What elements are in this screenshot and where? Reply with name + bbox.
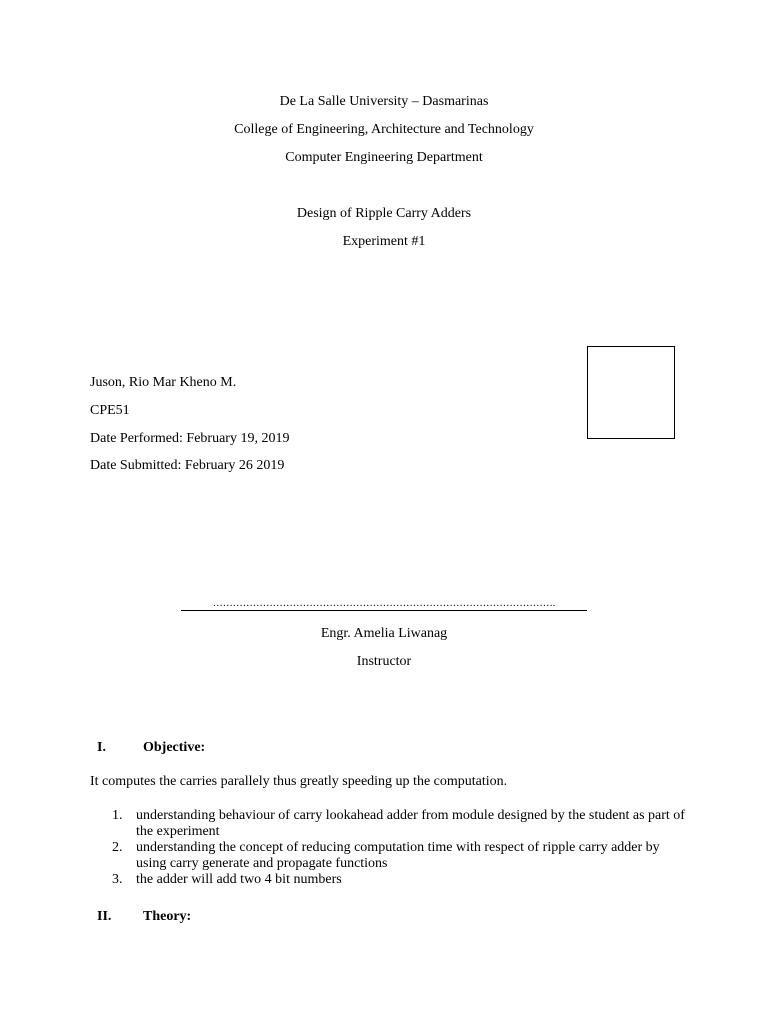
list-item-text: understanding the concept of reducing computation time with respect of ripple carry adder by using carry generate and propagate functions <box>136 840 660 871</box>
photo-placeholder-box <box>587 346 675 439</box>
objective-list <box>90 808 690 888</box>
date-performed: Date Performed: February 19, 2019 <box>90 431 290 446</box>
list-item-number: 1. <box>112 808 123 823</box>
list-item <box>90 872 690 888</box>
experiment-title: Design of Ripple Carry Adders <box>296 206 472 221</box>
list-item <box>90 840 690 872</box>
university-name: De La Salle University – Dasmarinas <box>279 94 489 109</box>
department-name: Computer Engineering Department <box>285 150 483 165</box>
objective-heading: Objective: <box>143 740 206 755</box>
theory-heading: Theory: <box>143 909 192 924</box>
signature-line: …………………………………………………………………………………………. <box>181 598 587 611</box>
objective-intro: It computes the carries parallely thus greatly speeding up the computation. <box>90 774 508 789</box>
experiment-number: Experiment #1 <box>342 234 426 249</box>
theory-numeral: II. <box>97 909 112 924</box>
list-item-text: the adder will add two 4 bit numbers <box>136 872 342 887</box>
instructor-role: Instructor <box>356 654 412 669</box>
college-name: College of Engineering, Architecture and Technology <box>234 122 534 137</box>
objective-numeral: I. <box>97 740 106 755</box>
date-submitted: Date Submitted: February 26 2019 <box>90 458 285 473</box>
student-name: Juson, Rio Mar Kheno M. <box>90 375 237 390</box>
list-item-number: 3. <box>112 872 123 887</box>
instructor-name: Engr. Amelia Liwanag <box>320 626 448 641</box>
list-item-number: 2. <box>112 840 123 855</box>
list-item-text: understanding behaviour of carry lookahead adder from module designed by the student as part of the experiment <box>136 808 685 839</box>
student-section: CPE51 <box>90 403 130 418</box>
list-item <box>90 808 690 840</box>
